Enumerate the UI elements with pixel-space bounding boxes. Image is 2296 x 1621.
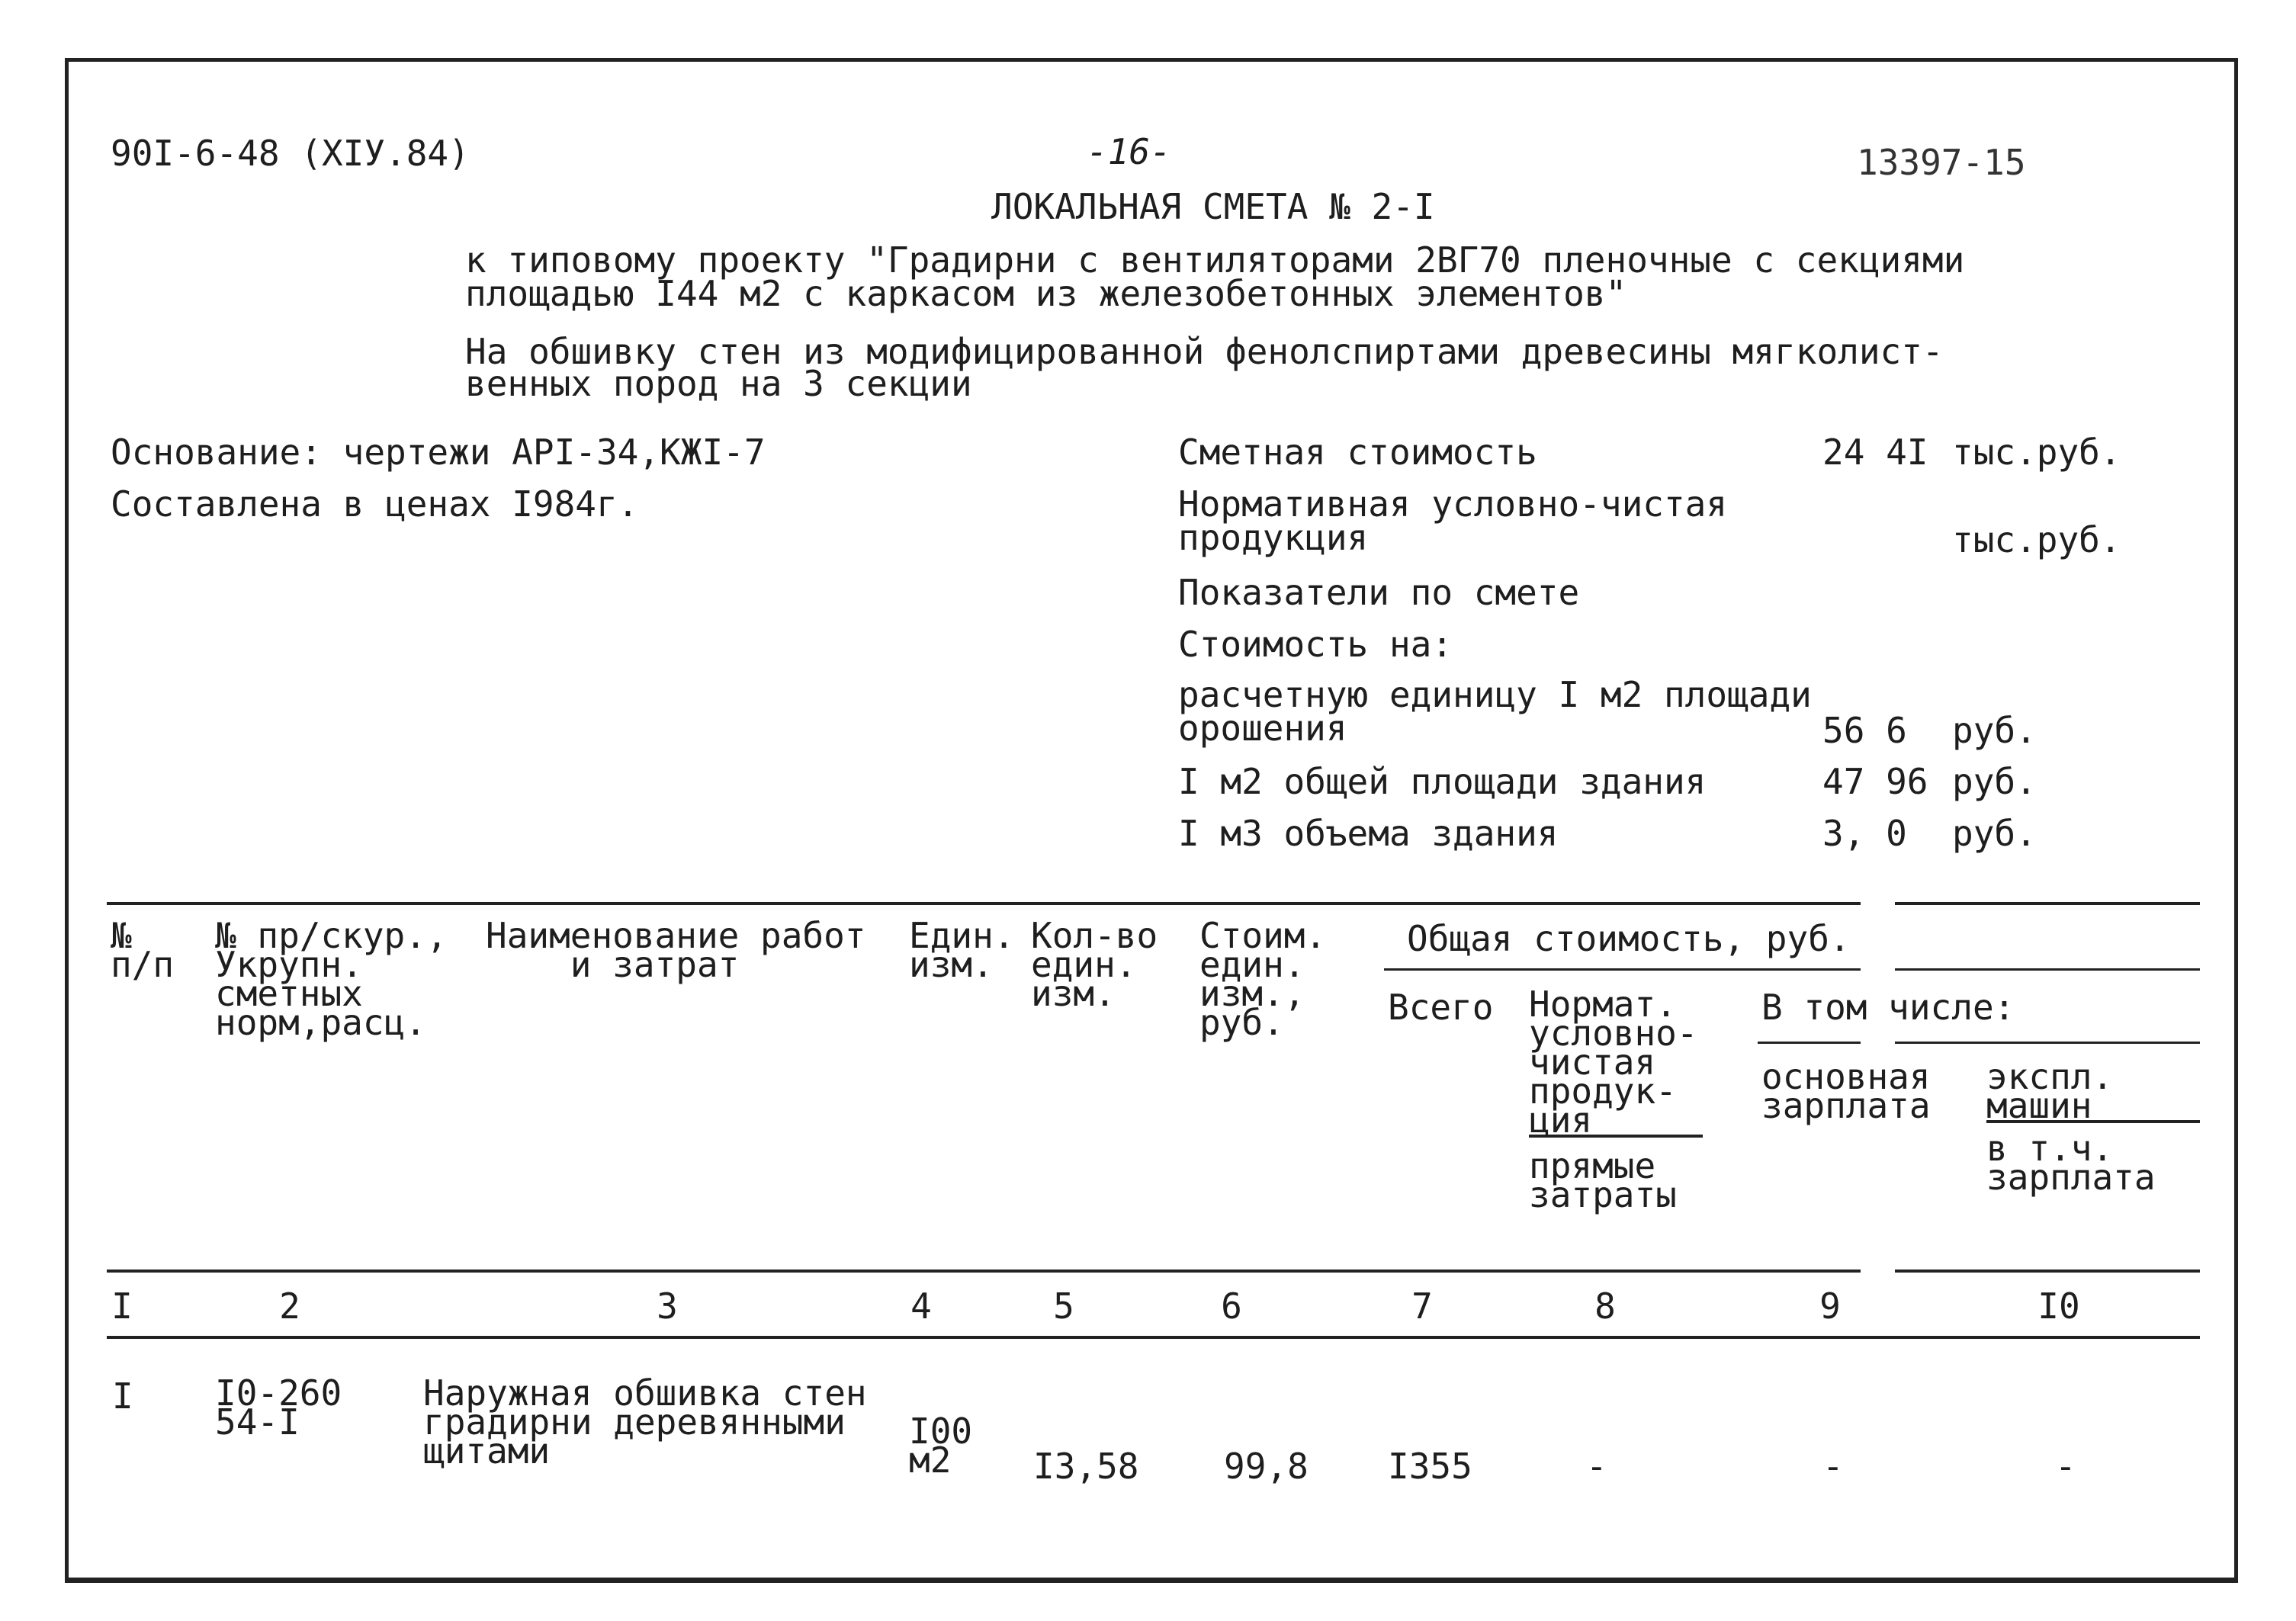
normative-product-label-1: Нормативная условно-чистая — [1178, 483, 1728, 525]
header-col-machines — [1986, 1056, 2200, 1198]
basis-drawings: Основание: чертежи АРI-34,КЖI-7 — [111, 432, 766, 473]
numbers-bottom-rule — [107, 1336, 2200, 1339]
subtitle-line-2: площадью I44 м2 с каркасом из железобетонных элементов" — [465, 273, 1627, 314]
row-1-code: I0-260 54-I — [215, 1372, 342, 1443]
header-col-num: № п/п — [111, 915, 175, 985]
header-col-machines-underlined: машин — [1986, 1091, 2200, 1123]
header-col-total: Всего — [1388, 987, 1494, 1028]
document-title: ЛОКАЛЬНАЯ СМЕТА № 2-I — [991, 186, 1435, 227]
work-description-line-2: венных пород на 3 секции — [465, 363, 972, 404]
header-col-unit-cost: Стоим. един. изм., руб. — [1199, 915, 1327, 1043]
row-1-machines: - — [2055, 1446, 2076, 1487]
total-cost-rule-left — [1384, 968, 1861, 971]
header-col-salary: основная зарплата — [1761, 1056, 1931, 1126]
row-1-salary: - — [1822, 1446, 1844, 1487]
header-col-qty: Кол-во един. изм. — [1031, 915, 1158, 1014]
column-number-10: I0 — [2037, 1286, 2080, 1327]
column-number-3: 3 — [657, 1286, 678, 1327]
including-rule-right — [1895, 1042, 2200, 1044]
table-top-rule-left — [107, 902, 1861, 905]
column-number-6: 6 — [1221, 1286, 1242, 1327]
row-1-total: I355 — [1388, 1446, 1472, 1487]
header-col-norm — [1529, 984, 1703, 1215]
column-number-7: 7 — [1411, 1286, 1433, 1327]
column-number-8: 8 — [1594, 1286, 1616, 1327]
including-rule-left — [1758, 1042, 1861, 1044]
header-col-norm-underlined: ция — [1529, 1106, 1703, 1138]
subtitle-line-1: к типовому проекту "Градирни с вентиляторами 2ВГ70 пленочные с секциями — [465, 239, 1965, 281]
document-code: 90I-6-48 (XIУ.84) — [111, 133, 470, 174]
column-number-4: 4 — [910, 1286, 932, 1327]
header-bottom-rule-left — [107, 1270, 1861, 1273]
header-col-machines-top: экспл. — [1986, 1056, 2114, 1097]
estimated-cost-unit: тыс.руб. — [1952, 432, 2121, 473]
normative-product-unit: тыс.руб. — [1952, 519, 2121, 560]
table-top-rule-right — [1895, 902, 2200, 905]
area-cost-label: I м2 общей площади здания — [1178, 761, 1707, 802]
column-number-9: 9 — [1819, 1286, 1841, 1327]
header-col-norm-bottom: прямые затраты — [1529, 1145, 1677, 1215]
volume-cost-unit: руб. — [1952, 813, 2037, 854]
cost-on-label: Стоимость на: — [1178, 624, 1453, 665]
unit-cost-value: 56 6 — [1822, 710, 1907, 751]
area-cost-unit: руб. — [1952, 761, 2037, 802]
normative-product-label-2: продукция — [1178, 517, 1369, 558]
column-number-1: I — [111, 1286, 133, 1327]
header-total-cost: Общая стоимость, руб. — [1407, 918, 1851, 959]
row-1-num: I — [112, 1375, 133, 1417]
header-col-machines-bottom: в т.ч. зарплата — [1986, 1128, 2156, 1198]
unit-cost-label-2: орошения — [1178, 708, 1347, 749]
unit-cost-label-1: расчетную единицу I м2 площади — [1178, 674, 1812, 715]
row-1-norm: - — [1586, 1446, 1607, 1487]
volume-cost-label: I м3 объема здания — [1178, 813, 1559, 854]
estimated-cost-label: Сметная стоимость — [1178, 432, 1537, 473]
row-1-unit: I00 м2 — [909, 1411, 973, 1481]
header-bottom-rule-right — [1895, 1270, 2200, 1273]
total-cost-rule-right — [1895, 968, 2200, 971]
column-number-5: 5 — [1053, 1286, 1074, 1327]
header-col-norm-top: Нормат. условно- чистая продук- — [1529, 984, 1698, 1112]
area-cost-value: 47 96 — [1822, 761, 1928, 802]
unit-cost-unit: руб. — [1952, 710, 2037, 751]
row-1-unit-cost: 99,8 — [1224, 1446, 1309, 1487]
header-col-code: № пр/скур., Укрупн. сметных норм,расц. — [215, 915, 448, 1043]
header-including: В том числе: — [1761, 987, 2015, 1028]
estimated-cost-value: 24 4I — [1822, 432, 1928, 473]
volume-cost-value: 3, 0 — [1822, 813, 1907, 854]
work-description-line-1: На обшивку стен из модифицированной фенолспиртами древесины мягколист- — [465, 331, 1944, 372]
basis-prices: Составлена в ценах I984г. — [111, 483, 639, 525]
page-number: -16- — [1087, 131, 1171, 172]
row-1-name: Наружная обшивка стен градирни деревянными щитами — [423, 1372, 867, 1472]
column-number-2: 2 — [279, 1286, 300, 1327]
header-col-unit: Един. изм. — [909, 915, 1015, 985]
header-col-name: Наименование работ и затрат — [486, 915, 866, 985]
indicators-label: Показатели по смете — [1178, 572, 1580, 613]
row-1-qty: I3,58 — [1033, 1446, 1139, 1487]
sheet-number: 13397-15 — [1857, 142, 2026, 183]
